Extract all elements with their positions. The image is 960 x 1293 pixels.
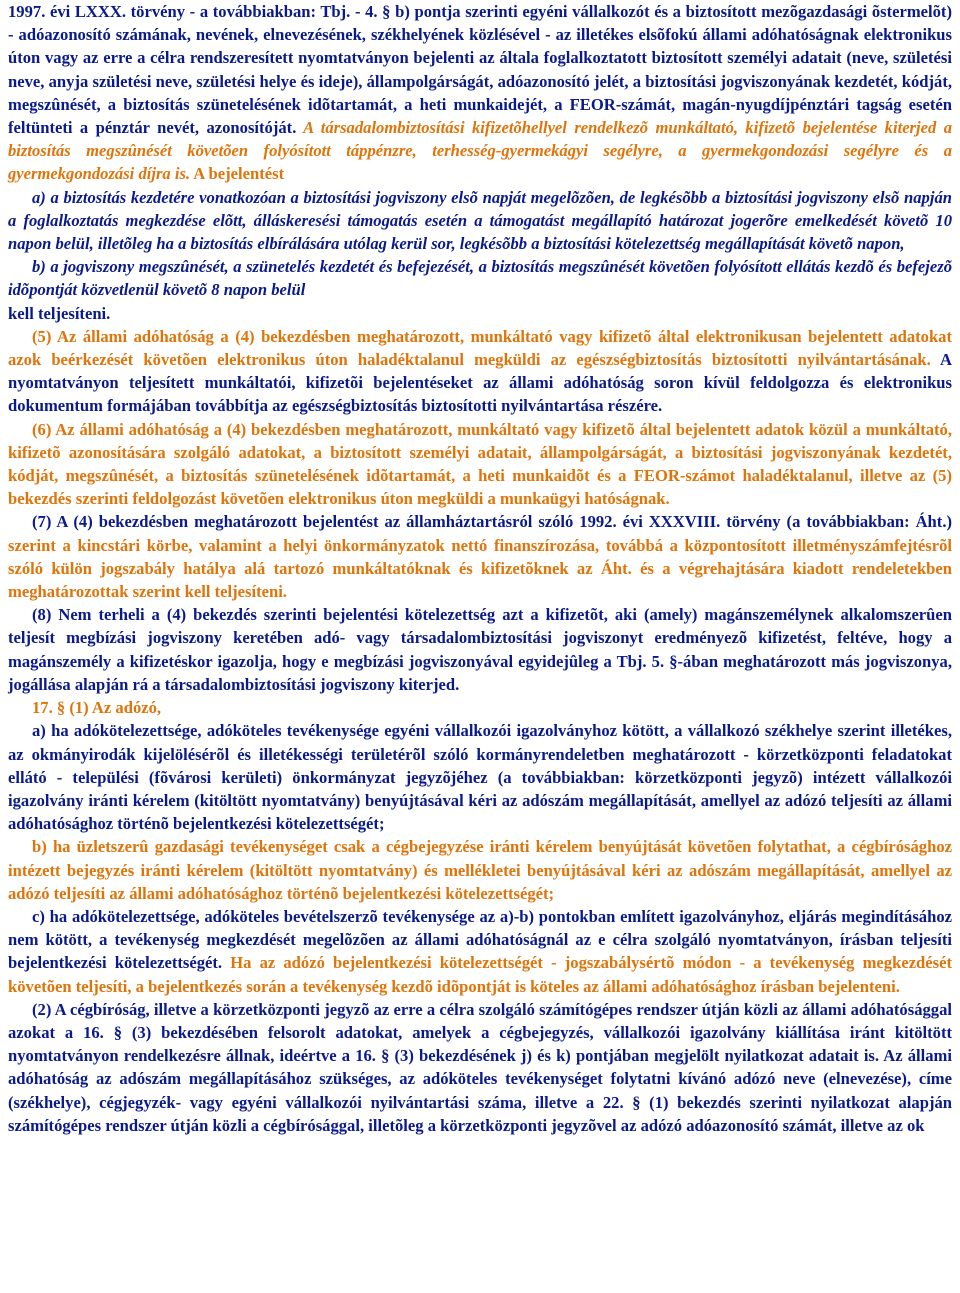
paragraph-must-fulfil: kell teljesíteni. — [8, 303, 111, 323]
paragraph-1-main: 1997. évi LXXX. törvény - a továbbiakban: Tbj. - 4. § b) pontja szerinti egyéni vállalkozót és a biztosított mezõgazdasági õstermelõt) - adóazonosító számának, nevének, elnevezésének, székhelyének közlésével - az illetékes elsõfokú állami adóhatóságnak elektronikus úton vagy az erre a célra rendszeresített nyomtatványon bejelenti az általa foglalkoztatott biztosított személyi adatait (neve, születési neve, anyja születési neve, születési helye és ideje), állampolgárságát, adóazonosító jelét, a biztosítási jogviszonyának kezdetét, kódját, megszûnését, a biztosítás szünetelésének idõtartamát, a heti munkaidejét, a FEOR-számát, magán-nyugdíjpénztári tagság esetén feltünteti a pénztár nevét, azonosítóját. — [8, 2, 952, 138]
paragraph-7-law-reference: (7) A (4) bekezdésben meghatározott bejelentést az államháztartásról szóló 1992. évi XXXVIII. törvény (a továbbiakban: Áht.) — [32, 512, 952, 532]
paragraph-a-deadline-start: a) a biztosítás kezdetére vonatkozóan a biztosítási jogviszony elsõ napját megelõzõen, de legkésõbb a biztosítási jogviszony elsõ napján a foglalkoztatás megkezdése elõtt, álláskeresési támogatás esetén a támogatást megállapító határozat jogerõre emelkedését követõ 10 napon belül, illetõleg ha a biztosítás elbírálására utólag kerül sor, legkésõbb a biztosítási kötelezettség megállapítását követõ napon, — [8, 187, 952, 254]
paragraph-5-electronic: (5) Az állami adóhatóság a (4) bekezdésben meghatározott, munkáltató vagy kifizetõ által elektronikusan bejelentett adatokat azok beérkezését követõen elektronikus úton haladéktalanul megküldi az egészségbiztosítás biztosítotti nyilvántartásának. — [8, 326, 952, 370]
document-page — [8, 0, 952, 1137]
paragraph-17-2: (2) A cégbíróság, illetve a körzetközponti jegyzõ az erre a célra szolgáló számítógépes rendszer útján közli az állami adóhatósággal azokat a 16. § (3) bekezdésében felsorolt adatokat, amelyek a cégbejegyzés, vállalkozói igazolvány kiállítása iránt kitöltött nyomtatványon rendelkezésre állnak, ideértve a 16. § (3) bekezdésének j) és k) pontjában megjelölt nyilatkozat adatait is. Az állami adóhatóság az adószám megállapításához szükséges, az adóköteles tevékenységet folytatni kívánó adózó neve (elnevezése), címe (székhelye), cégjegyzék- vagy egyéni vállalkozói nyilvántartási száma, illetve a 22. § (1) bekezdés szerinti nyilatkozat alapján számítógépes rendszer útján közli a cégbírósággal, illetõleg a körzetközponti jegyzõvel az adózó adóazonosító számát, illetve az ok — [8, 999, 952, 1135]
paragraph-5-paper-forms: A nyomtatványon teljesített munkáltatói, kifizetõi bejelentéseket az állami adóhatóság soron kívül feldolgozza és elektronikus dokumentum formájában továbbítja az egészségbiztosítás biztosítotti nyilvántartása részére. — [8, 350, 953, 416]
paragraph-8: (8) Nem terheli a (4) bekezdés szerinti bejelentési kötelezettség azt a kifizetõt, aki (amely) magánszemélynek alkalomszerûen teljesít megbízási jogviszony keretében adó- vagy társadalombiztosítási jogviszonyt eredményezõ kifizetést, feltéve, hogy a magánszemély a kifizetéskor igazolja, hogy e megbízási jogviszonyával egyidejûleg a Tbj. 5. §-ában meghatározott más jogviszonya, jogállása alapján rá a társadalombiztosítási jogviszony kiterjed. — [8, 605, 952, 694]
paragraph-17-c — [8, 905, 952, 998]
paragraph-1-announcement-lead: A bejelentést — [190, 164, 285, 184]
section-17-heading: 17. § (1) Az adózó, — [32, 698, 162, 718]
paragraph-1-benefits-note: A társadalombiztosítási kifizetõhellyel rendelkezõ munkáltató, kifizetõ bejelentése kiterjed a biztosítás megszûnését követõen folyósított táppénzre, terhesség-gyermekágyi segélyre, a gyermekgondozási segélyre és a gyermekgondozási díjra is. — [8, 118, 952, 184]
paragraph-7-treasury: szerint a kincstári körbe, valamint a helyi önkormányzatok nettó finanszírozása, továbbá a központosított illetményszámfejtésrõl szóló külön jogszabály hatálya alá tartozó munkáltatóknak és kifizetõknek az Áht. és a végrehajtására kiadott rendeletekben meghatározottak szerint kell teljesíteni. — [8, 535, 952, 602]
paragraph-1 — [8, 0, 952, 186]
paragraph-17-c-late-registration: Ha az adózó bejelentkezési kötelezettségét - jogszabálysértõ módon - a tevékenység megkezdését követõen teljesíti, a bejelentkezés során a tevékenység kezdõ idõpontját is köteles az állami adóhatósághoz írásban bejelenteni. — [8, 953, 952, 996]
paragraph-17-b: b) ha üzletszerû gazdasági tevékenységet csak a cégbejegyzése iránti kérelem benyújtását követõen folytathat, a cégbírósághoz intézett bejegyzés iránti kérelem (kitöltött nyomtatvány) és mellékletei benyújtásával kéri az adószám megállapítását, amellyel az adózó teljesíti az állami adóhatósághoz történõ bejelentkezési kötelezettségét; — [8, 837, 952, 903]
paragraph-b-deadline-end: b) a jogviszony megszûnését, a szünetelés kezdetét és befejezését, a biztosítás megszûnését követõen folyósított ellátás kezdõ és befejezõ idõpontját közvetlenül követõ 8 napon belül — [8, 257, 952, 300]
paragraph-7 — [8, 510, 952, 603]
paragraph-6: (6) Az állami adóhatóság a (4) bekezdésben meghatározott, munkáltató vagy kifizetõ által bejelentett adatok közül a munkáltató, kifizetõ azonosítására szolgáló adatokat, a biztosított személyi adatait, állampolgárságát, a biztosítási jogviszonyának kezdetét, kódját, megszûnését, a biztosítás szünetelésének idõtartamát, a heti munkaidõt és a FEOR-számot haladéktalanul, illetve az (5) bekezdés szerinti feldolgozást követõen elektronikus úton megküldi a munkaügyi hatóságnak. — [8, 419, 952, 509]
paragraph-17-a: a) ha adókötelezettsége, adóköteles tevékenysége egyéni vállalkozói igazolványhoz kötött, a vállalkozó székhelye szerint illetékes, az okmányirodák kijelölésérõl és illetékességi területérõl szóló kormányrendeletben meghatározott - körzetközponti feladatokat ellátó - települési (fõvárosi kerületi) önkormányzat jegyzõjéhez (a továbbiakban: körzetközponti jegyzõ) intézett vállalkozói igazolvány iránti kérelem (kitöltött nyomtatvány) benyújtásával kéri az adószám megállapítását, amellyel az adózó teljesíti az állami adóhatósághoz történõ bejelentkezési kötelezettségét; — [8, 721, 952, 834]
paragraph-5 — [8, 325, 952, 418]
paragraph-17-c-main: c) ha adókötelezettsége, adóköteles bevételszerzõ tevékenysége az a)-b) pontokban említett igazolványhoz, eljárás megindításához nem kötött, a tevékenység megkezdését megelõzõen az állami adóhatóságnál az e célra szolgáló nyomtatványon, írásban teljesíti bejelentkezési kötelezettségét. — [8, 906, 952, 973]
